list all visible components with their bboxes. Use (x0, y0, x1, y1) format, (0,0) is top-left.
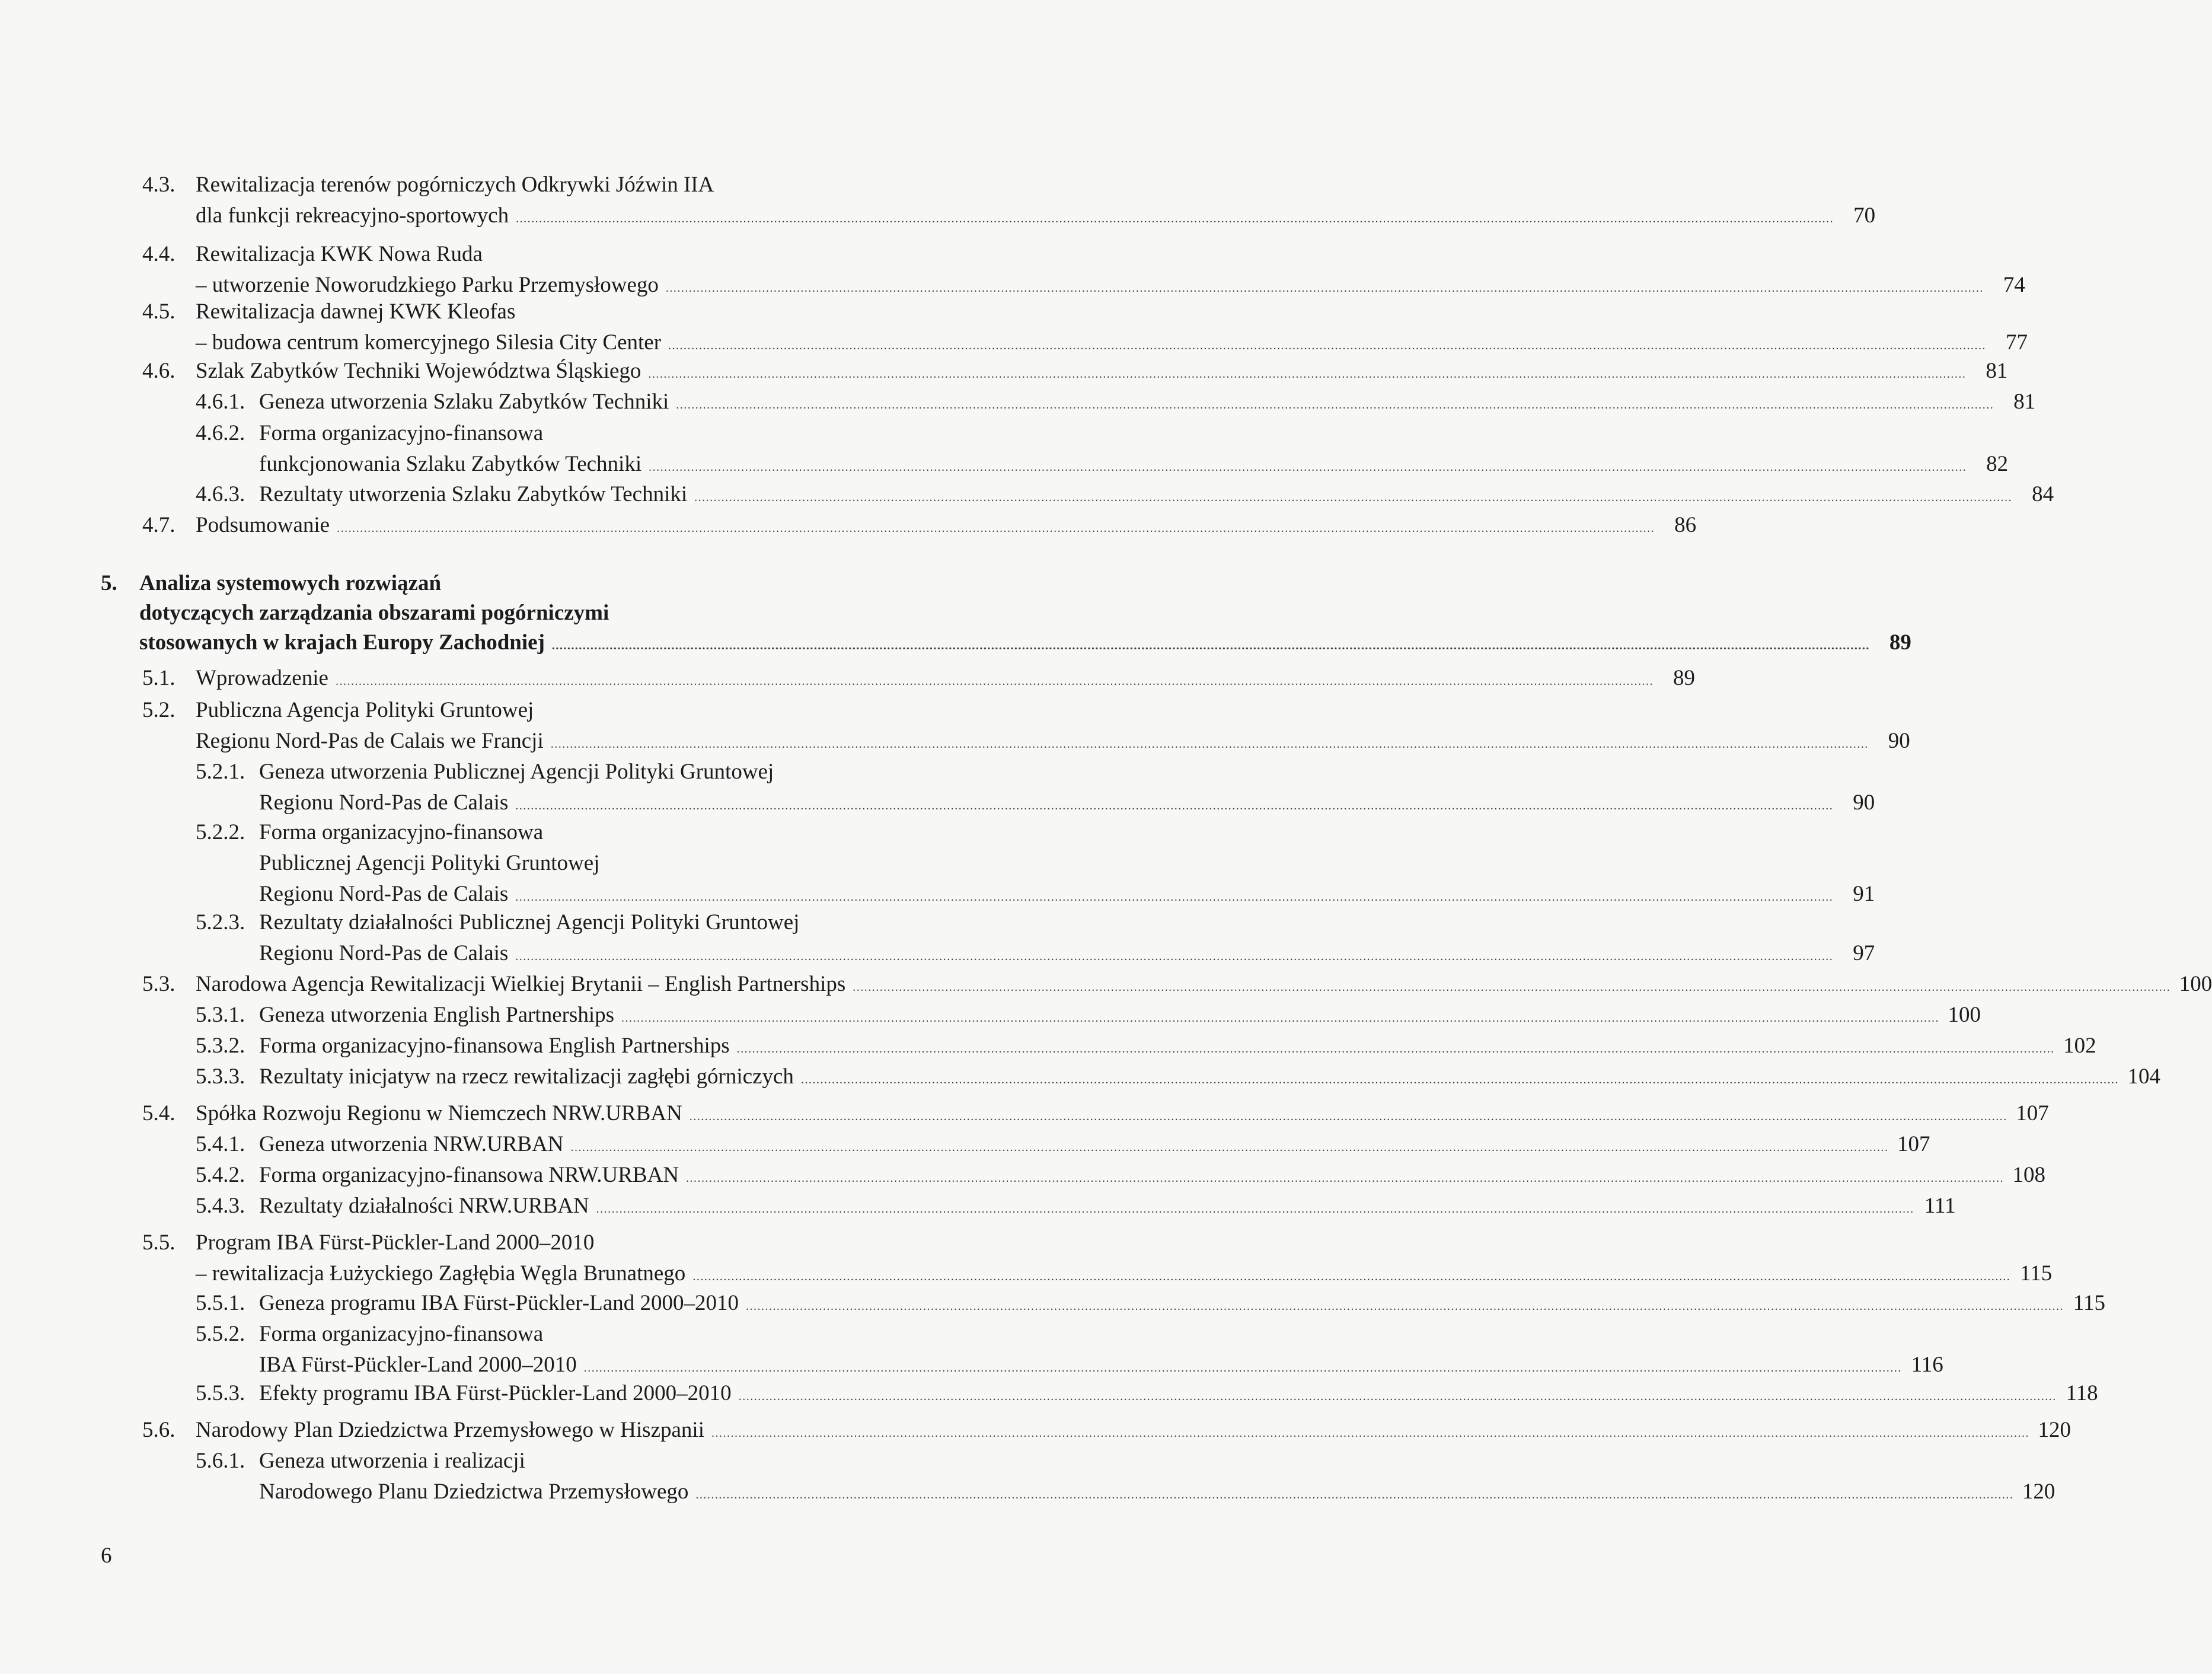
dot-leader (853, 972, 2170, 1003)
section-number: 5.4. (142, 1101, 175, 1125)
entry-line (196, 200, 1876, 231)
section-number: 5.5.2. (196, 1322, 245, 1346)
toc-entry (0, 479, 2054, 510)
page-ref: 115 (2020, 1261, 2053, 1286)
entry-title: – rewitalizacja Łużyckiego Zagłębia Węgla Brunatnego (196, 1261, 686, 1286)
entry-title: Narodowego Planu Dziedzictwa Przemysłowego (259, 1480, 689, 1504)
entry-title: Rezultaty działalności Publicznej Agencji Polityki Gruntowej (259, 910, 800, 935)
toc-entry (0, 1446, 2055, 1507)
page-ref: 90 (1888, 729, 1910, 753)
entry-title: Regionu Nord-Pas de Calais (259, 790, 509, 815)
dot-leader (746, 1291, 2064, 1322)
page-ref: 82 (1986, 452, 2009, 476)
entry-title: Forma organizacyjno-finansowa (259, 820, 544, 844)
section-number: 5.3.3. (196, 1064, 245, 1089)
toc-entry (0, 1319, 1943, 1380)
section-number: 5.2.3. (196, 910, 245, 935)
entry-line (196, 663, 1695, 694)
section-number: 5.1. (142, 666, 175, 690)
section-number: 5.3.2. (196, 1034, 245, 1058)
page-ref: 97 (1853, 941, 1875, 965)
page-number: 6 (101, 1544, 112, 1568)
section-number: 4.6. (142, 359, 175, 383)
toc-entry (0, 1000, 1981, 1031)
page-ref: 84 (2032, 482, 2054, 506)
toc-entry (0, 1288, 2105, 1319)
entry-line (259, 1288, 2105, 1319)
entry-title: funkcjonowania Szlaku Zabytków Techniki (259, 452, 642, 476)
entry-title: Narodowy Plan Dziedzictwa Przemysłowego w Hiszpanii (196, 1418, 704, 1442)
dot-leader (686, 1163, 2004, 1194)
dot-leader (551, 729, 1869, 760)
entry-line (196, 1258, 2053, 1289)
page-ref: 115 (2073, 1291, 2105, 1315)
page-ref: 86 (1674, 513, 1697, 537)
page-ref: 89 (1672, 666, 1695, 690)
entry-title: Rezultaty działalności NRW.URBAN (259, 1194, 589, 1218)
section-number: 5.4.3. (196, 1194, 245, 1218)
entry-line (259, 938, 1875, 969)
section-number: 5. (101, 571, 117, 595)
entry-title: Narodowa Agencja Rewitalizacji Wielkiej Brytanii – English Partnerships (196, 972, 846, 996)
page-ref: 81 (2013, 390, 2036, 414)
entry-line (259, 1160, 2046, 1191)
toc-entry (0, 510, 1697, 541)
page-ref: 74 (2003, 273, 2025, 297)
dot-leader (690, 1101, 2007, 1132)
toc-entry (0, 387, 2036, 417)
entry-line (139, 598, 1006, 629)
entry-title: Geneza utworzenia English Partnerships (259, 1003, 615, 1027)
page-ref: 81 (1986, 359, 2008, 383)
entry-line (259, 1378, 2098, 1409)
toc-entry (0, 1191, 1956, 1222)
page-ref: 116 (1911, 1353, 1943, 1377)
dot-leader (570, 1132, 1888, 1163)
entry-title: Szlak Zabytków Techniki Województwa Śląskiego (196, 359, 641, 383)
entry-title: Rewitalizacja KWK Nowa Ruda (196, 242, 483, 266)
dot-leader (694, 482, 2012, 513)
toc-entry (0, 663, 1695, 694)
entry-title: Forma organizacyjno-finansowa (259, 421, 544, 445)
entry-title: Forma organizacyjno-finansowa NRW.URBAN (259, 1163, 679, 1187)
entry-line (259, 879, 1875, 910)
entry-title: – utworzenie Noworudzkiego Parku Przemysłowego (196, 273, 659, 297)
entry-line (259, 1061, 2160, 1092)
section-number: 5.3.1. (196, 1003, 245, 1027)
toc-entry (0, 817, 1875, 910)
dot-leader (695, 1480, 2013, 1510)
page-ref: 118 (2066, 1381, 2098, 1405)
entry-title: – budowa centrum komercyjnego Silesia City Center (196, 330, 662, 355)
section-number: 5.4.1. (196, 1132, 245, 1156)
toc-entry (0, 695, 1910, 757)
toc-entry (0, 170, 1876, 231)
entry-title: Geneza programu IBA Fürst-Pückler-Land 2000–2010 (259, 1291, 739, 1315)
entry-title: Regionu Nord-Pas de Calais we Francji (196, 729, 544, 753)
page-ref: 100 (2179, 972, 2212, 996)
section-number: 5.6. (142, 1418, 175, 1442)
page-ref: 102 (2063, 1034, 2096, 1058)
section-number: 4.5. (142, 299, 175, 324)
page-ref: 89 (1889, 630, 1911, 655)
entry-line (259, 479, 2054, 510)
entry-title: Regionu Nord-Pas de Calais (259, 941, 509, 965)
entry-line (196, 695, 1006, 726)
dot-leader (621, 1003, 1939, 1034)
section-number: 5.5.3. (196, 1381, 245, 1405)
section-number: 5.3. (142, 972, 175, 996)
section-number: 4.7. (142, 513, 175, 537)
entry-line (259, 848, 1006, 879)
dot-leader (737, 1034, 2055, 1064)
entry-title: dla funkcji rekreacyjno-sportowych (196, 203, 509, 228)
entry-line (259, 1319, 1006, 1350)
entry-line (259, 787, 1875, 818)
toc-entry (0, 418, 2009, 480)
entry-line (196, 296, 1006, 327)
page-ref: 91 (1853, 882, 1875, 906)
section-number: 4.3. (142, 173, 175, 197)
entry-line (196, 356, 2008, 387)
entry-title: stosowanych w krajach Europy Zachodniej (139, 630, 545, 655)
page-ref: 120 (2022, 1480, 2055, 1504)
dot-leader (336, 666, 1654, 697)
section-number: 4.6.3. (196, 482, 245, 506)
entry-line (259, 387, 2036, 417)
entry-title: Rezultaty utworzenia Szlaku Zabytków Techniki (259, 482, 688, 506)
entry-title: Forma organizacyjno-finansowa (259, 1322, 544, 1346)
entry-title: Geneza utworzenia i realizacji (259, 1449, 525, 1473)
dot-leader (648, 359, 1966, 390)
entry-title: Forma organizacyjno-finansowa English Partnerships (259, 1034, 730, 1058)
toc-entry (0, 1378, 2098, 1409)
entry-line (259, 757, 1006, 787)
page-ref: 120 (2038, 1418, 2071, 1442)
entry-line (259, 449, 2009, 480)
dot-leader (711, 1418, 2029, 1449)
entry-line (196, 1227, 1006, 1258)
page-ref: 107 (2016, 1101, 2049, 1125)
section-number: 5.6.1. (196, 1449, 245, 1473)
toc-entry (0, 356, 2008, 387)
entry-title: Geneza utworzenia NRW.URBAN (259, 1132, 564, 1156)
page-ref: 108 (2012, 1163, 2046, 1187)
entry-title: Geneza utworzenia Publicznej Agencji Polityki Gruntowej (259, 760, 774, 784)
toc-entry (0, 296, 2028, 358)
page-ref: 107 (1897, 1132, 1930, 1156)
dot-leader (801, 1064, 2119, 1095)
entry-title: Rewitalizacja dawnej KWK Kleofas (196, 299, 516, 324)
toc-entry (0, 907, 1875, 969)
section-number: 5.5.1. (196, 1291, 245, 1315)
page-ref: 90 (1853, 790, 1875, 815)
toc-entry (0, 1098, 2049, 1129)
entry-title: Rezultaty inicjatyw na rzecz rewitalizacji zagłębi górniczych (259, 1064, 794, 1089)
entry-title: Rewitalizacja terenów pogórniczych Odkrywki Jóźwin IIA (196, 173, 714, 197)
page-ref: 104 (2127, 1064, 2160, 1089)
toc-entry (0, 1061, 2160, 1092)
entry-title: Efekty programu IBA Fürst-Pückler-Land 2000–2010 (259, 1381, 732, 1405)
dot-leader (515, 941, 1833, 972)
dot-leader (516, 203, 1834, 234)
entry-line (196, 239, 1006, 270)
entry-title: Publicznej Agencji Polityki Gruntowej (259, 851, 600, 875)
entry-line (196, 170, 1006, 200)
entry-line (259, 1129, 1930, 1160)
section-number: 5.2. (142, 698, 175, 722)
dot-leader (649, 452, 1967, 483)
entry-title: Wprowadzenie (196, 666, 328, 690)
chapter-entry (0, 568, 1911, 657)
dot-leader (676, 390, 1994, 420)
entry-title: Geneza utworzenia Szlaku Zabytków Techniki (259, 390, 669, 414)
toc-entry (0, 1031, 2096, 1061)
entry-line (196, 510, 1697, 541)
entry-line (139, 627, 1911, 658)
page-ref: 70 (1853, 203, 1876, 228)
section-number: 5.4.2. (196, 1163, 245, 1187)
toc-entry (0, 1129, 1930, 1160)
entry-line (196, 726, 1910, 757)
entry-title: dotyczących zarządzania obszarami pogórniczymi (139, 601, 609, 625)
dot-leader (739, 1381, 2057, 1412)
dot-leader (596, 1194, 1914, 1225)
entry-title: Podsumowanie (196, 513, 330, 537)
entry-line (259, 1477, 2055, 1507)
toc-entry (0, 1227, 2053, 1289)
entry-title: Program IBA Fürst-Pückler-Land 2000–2010 (196, 1230, 595, 1255)
toc-entry (0, 1160, 2046, 1191)
page-ref: 77 (2006, 330, 2028, 355)
entry-line (259, 1350, 1943, 1380)
dot-leader (337, 513, 1655, 544)
section-number: 4.6.1. (196, 390, 245, 414)
entry-line (259, 907, 1006, 938)
toc-entry (0, 757, 1875, 818)
entry-title: Spółka Rozwoju Regionu w Niemczech NRW.URBAN (196, 1101, 682, 1125)
entry-title: Analiza systemowych rozwiązań (139, 571, 442, 595)
entry-line (196, 969, 2212, 1000)
entry-line (259, 1191, 1956, 1222)
section-number: 5.5. (142, 1230, 175, 1255)
entry-title: IBA Fürst-Pückler-Land 2000–2010 (259, 1353, 577, 1377)
entry-line (259, 1031, 2096, 1061)
toc-entry (0, 969, 2212, 1000)
section-number: 5.2.2. (196, 820, 245, 844)
section-number: 4.4. (142, 242, 175, 266)
entry-line (139, 568, 1006, 599)
page-ref: 100 (1948, 1003, 1981, 1027)
toc-entry (0, 1415, 2071, 1446)
section-number: 5.2.1. (196, 760, 245, 784)
dot-leader (552, 630, 1870, 661)
toc-entry (0, 239, 2025, 301)
page-ref: 111 (1924, 1194, 1956, 1218)
entry-line (259, 418, 1006, 449)
entry-line (259, 817, 1006, 848)
entry-line (259, 1000, 1981, 1031)
entry-line (196, 1415, 2071, 1446)
entry-line (196, 1098, 2049, 1129)
entry-line (196, 327, 2028, 358)
entry-title: Publiczna Agencja Polityki Gruntowej (196, 698, 534, 722)
entry-line (259, 1446, 1006, 1477)
entry-title: Regionu Nord-Pas de Calais (259, 882, 509, 906)
section-number: 4.6.2. (196, 421, 245, 445)
